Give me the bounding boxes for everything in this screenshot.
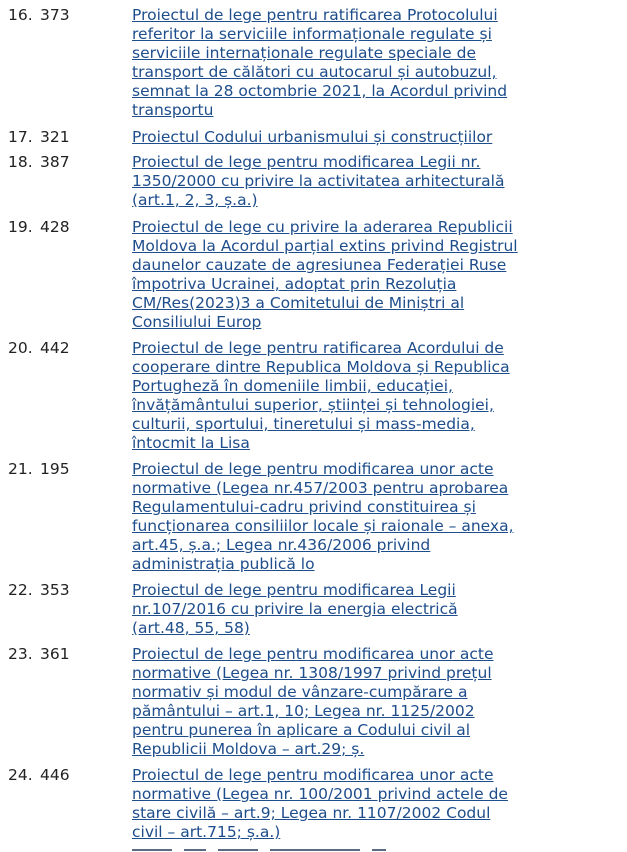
title-line: normativ și modul de vânzare-cumpărare a — [132, 683, 468, 701]
title-line: Republicii Moldova – art.29; ș. — [132, 740, 365, 758]
bill-title-link[interactable] — [132, 460, 602, 574]
title-line: normative (Legea nr. 1308/1997 privind prețul — [132, 664, 492, 682]
row-code: 387 — [40, 153, 70, 171]
title-line: 1350/2000 cu privire la activitatea arhitecturală — [132, 172, 505, 190]
next-row-clipped — [132, 845, 432, 852]
title-line: Moldova la Acordul parțial extins privind Registrul — [132, 237, 518, 255]
title-line: semnat la 28 octombrie 2021, la Acordul privind — [132, 82, 508, 100]
bill-title-link[interactable] — [132, 766, 602, 842]
title-line: cooperare dintre Republica Moldova și Republica — [132, 358, 510, 376]
title-line: Proiectul de lege pentru ratificarea Acordului de — [132, 339, 504, 357]
row-index: 19. — [8, 218, 33, 236]
title-line: întocmit la Lisa — [132, 434, 250, 452]
clipped-text-fragment — [218, 849, 258, 851]
row-index: 16. — [8, 6, 33, 24]
title-line: Consiliului Europ — [132, 313, 262, 331]
row-code: 361 — [40, 645, 70, 663]
title-line: Proiectul de lege pentru modificarea unor acte — [132, 645, 494, 663]
row-code: 321 — [40, 128, 70, 146]
title-line: transportu — [132, 101, 214, 119]
bill-title-link[interactable] — [132, 6, 602, 120]
bill-title-link[interactable] — [132, 128, 602, 147]
row-index: 22. — [8, 581, 33, 599]
title-line: daunelor cauzate de agresiunea Federației Ruse — [132, 256, 507, 274]
row-code: 428 — [40, 218, 70, 236]
title-line: art.45, ș.a.; Legea nr.436/2006 privind — [132, 536, 431, 554]
title-line: funcționarea consiliilor locale și raionale – anexa, — [132, 517, 514, 535]
row-index: 18. — [8, 153, 33, 171]
row-code: 446 — [40, 766, 70, 784]
title-line: stare civilă – art.9; Legea nr. 1107/2002 Codul — [132, 804, 491, 822]
row-index: 24. — [8, 766, 33, 784]
title-line: normative (Legea nr. 100/2001 privind actele de — [132, 785, 508, 803]
title-line: Proiectul de lege pentru modificarea unor acte — [132, 460, 494, 478]
row-index: 17. — [8, 128, 33, 146]
title-line: Regulamentului-cadru privind constituirea și — [132, 498, 476, 516]
clipped-text-fragment — [184, 849, 206, 851]
row-code: 442 — [40, 339, 70, 357]
title-line: normative (Legea nr.457/2003 pentru aprobarea — [132, 479, 509, 497]
title-line: Proiectul de lege pentru modificarea Legii nr. — [132, 153, 481, 171]
row-code: 195 — [40, 460, 70, 478]
row-index: 20. — [8, 339, 33, 357]
title-line: referitor la serviciile informaționale regulate și — [132, 25, 492, 43]
title-line: Proiectul de lege cu privire la aderarea Republicii — [132, 218, 513, 236]
row-index: 21. — [8, 460, 33, 478]
title-line: Proiectul de lege pentru ratificarea Protocolului — [132, 6, 498, 24]
bill-title-link[interactable] — [132, 645, 602, 759]
title-line: culturii, sportului, tineretului și mass-media, — [132, 415, 475, 433]
title-line: Proiectul Codului urbanismului și construcțiilor — [132, 128, 493, 146]
clipped-text-fragment — [270, 849, 360, 851]
title-line: administrația publică lo — [132, 555, 315, 573]
title-line: serviciile internaționale regulate speciale de — [132, 44, 476, 62]
row-code: 373 — [40, 6, 70, 24]
row-code: 353 — [40, 581, 70, 599]
bill-title-link[interactable] — [132, 581, 602, 638]
title-line: transport de călători cu autocarul și autobuzul, — [132, 63, 497, 81]
title-line: (art.48, 55, 58) — [132, 619, 250, 637]
title-line: pământului – art.1, 10; Legea nr. 1125/2002 — [132, 702, 475, 720]
bill-title-link[interactable] — [132, 153, 602, 210]
title-line: nr.107/2016 cu privire la energia electrică — [132, 600, 458, 618]
row-index: 23. — [8, 645, 33, 663]
title-line: civil – art.715; ș.a.) — [132, 823, 281, 841]
clipped-text-fragment — [372, 849, 386, 851]
bill-title-link[interactable] — [132, 218, 602, 332]
clipped-text-fragment — [132, 849, 172, 851]
title-line: CM/Res(2023)3 a Comitetului de Miniștri al — [132, 294, 465, 312]
title-line: pentru punerea în aplicare a Codului civil al — [132, 721, 471, 739]
title-line: Proiectul de lege pentru modificarea Legii — [132, 581, 456, 599]
title-line: Portugheză în domeniile limbii, educației, — [132, 377, 453, 395]
title-line: învățământului superior, științei și tehnologiei, — [132, 396, 494, 414]
bill-title-link[interactable] — [132, 339, 602, 453]
title-line: Proiectul de lege pentru modificarea unor acte — [132, 766, 494, 784]
title-line: împotriva Ucrainei, adoptat prin Rezoluția — [132, 275, 457, 293]
title-line: (art.1, 2, 3, ș.a.) — [132, 191, 258, 209]
